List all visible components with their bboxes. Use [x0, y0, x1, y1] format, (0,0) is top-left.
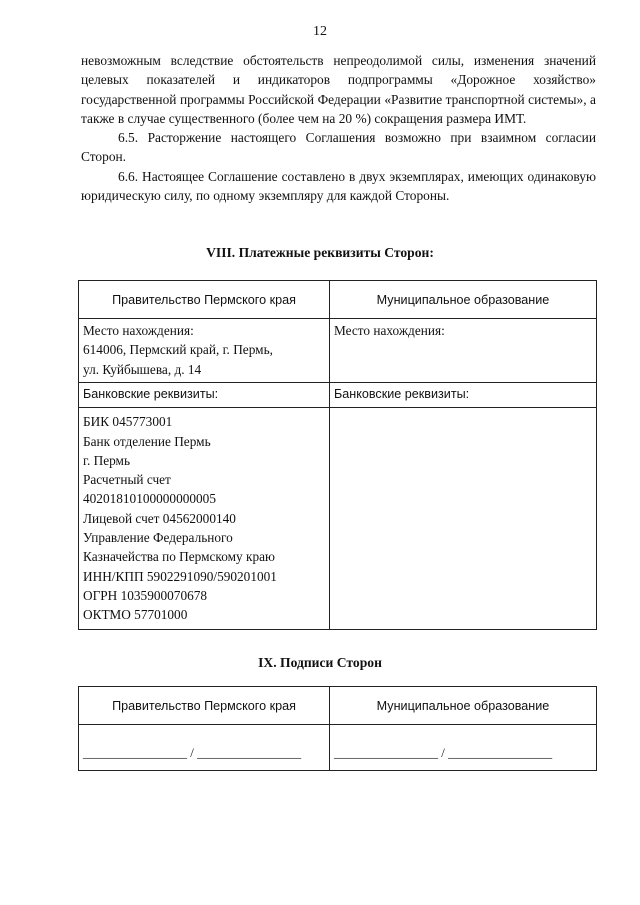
paragraph-6-6: 6.6. Настоящее Соглашение составлено в двух экземплярах, имеющих одинаковую юридическую силу, по одному экземпляру для каждой Стороны.	[81, 168, 596, 204]
bank-line: БИК 045773001	[83, 414, 173, 430]
location-label-right: Место нахождения:	[334, 323, 445, 338]
bank-line: г. Пермь	[83, 452, 131, 468]
bank-line: ОГРН 1035900070678	[83, 587, 208, 603]
body-text	[81, 51, 596, 205]
signature-line-left: ________________ / ________________	[83, 745, 302, 760]
bank-label-right: Банковские реквизиты:	[330, 383, 597, 408]
bank-line: Банк отделение Пермь	[83, 433, 211, 449]
paragraph-6-5: 6.5. Расторжение настоящего Соглашения возможно при взаимном согласии Сторон.	[81, 130, 596, 165]
bank-line: Казначейства по Пермскому краю	[83, 549, 275, 565]
table-header-row	[79, 281, 597, 319]
bank-line: Управление Федерального	[83, 530, 233, 546]
bank-line: Расчетный счет	[83, 472, 171, 488]
location-cell-left	[79, 319, 330, 383]
header-perm-government: Правительство Пермского края	[79, 281, 330, 319]
signature-header-perm-government: Правительство Пермского края	[79, 687, 330, 725]
location-row	[79, 319, 597, 383]
signatures-row	[79, 725, 597, 771]
bank-details-left	[79, 408, 330, 629]
header-municipality: Муниципальное образование	[330, 281, 597, 319]
bank-line: ИНН/КПП 5902291090/590201001	[83, 568, 277, 584]
location-line-1: 614006, Пермский край, г. Пермь,	[83, 342, 273, 358]
bank-line: ОКТМО 57701000	[83, 607, 188, 623]
location-cell-right	[330, 319, 597, 383]
section-8-title: VIII. Платежные реквизиты Сторон:	[206, 245, 434, 260]
payment-details-table	[78, 280, 597, 630]
signature-header-municipality: Муниципальное образование	[330, 687, 597, 725]
bank-details-row	[79, 408, 597, 629]
signatures-header-row	[79, 687, 597, 725]
location-label-left: Место нахождения:	[83, 323, 194, 338]
signature-cell-right	[330, 725, 597, 771]
signatures-table	[78, 686, 597, 771]
location-line-2: ул. Куйбышева, д. 14	[83, 361, 202, 377]
paragraph-continuation: невозможным вследствие обстоятельств непреодолимой силы, изменения значений целевых показателей и индикаторов подпрограммы «Дорожное хозяйство» государственной программы Российской Федерации «Развитие транспортной системы», а также в случае существенного (более чем на 20 %) сокращения размера ИМТ.	[81, 53, 596, 126]
bank-line: 40201810100000000005	[83, 491, 216, 507]
bank-details-right	[330, 408, 597, 629]
signature-line-right: ________________ / ________________	[334, 745, 553, 760]
bank-label-row	[79, 383, 597, 408]
page-number: 12	[313, 24, 327, 39]
bank-line: Лицевой счет 04562000140	[83, 510, 236, 526]
signature-cell-left	[79, 725, 330, 771]
section-9-title: IX. Подписи Сторон	[258, 655, 382, 670]
bank-label-left: Банковские реквизиты:	[79, 383, 330, 408]
